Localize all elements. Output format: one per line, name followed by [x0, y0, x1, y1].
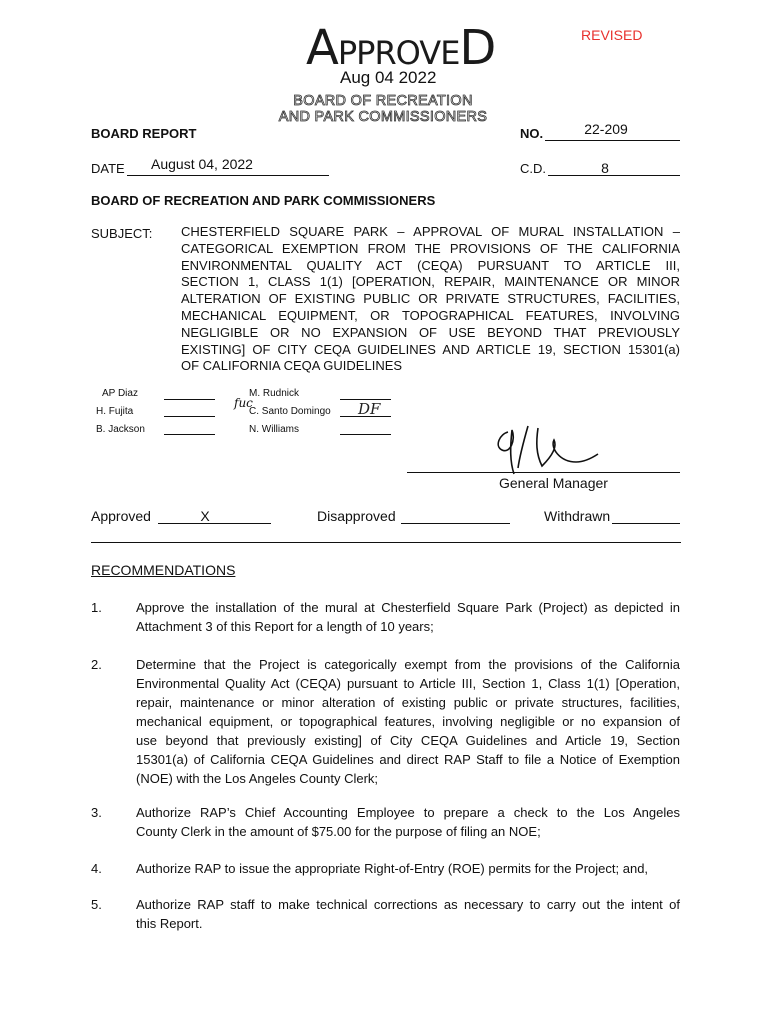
commissioner-name: M. Rudnick	[249, 388, 300, 399]
recommendation-item	[136, 895, 680, 933]
subject-line: CHESTERFIELD SQUARE PARK – APPROVAL OF MURAL INSTALLATION –	[181, 224, 680, 239]
cd-value: 8	[601, 160, 609, 176]
subject-line: SECTION 1, CLASS 1(1) [OPERATION, REPAIR, MAINTENANCE OR MINOR	[181, 274, 680, 290]
recommendation-line: Attachment 3 of this Report for a length of 10 years;	[136, 619, 434, 634]
general-manager-title: General Manager	[499, 475, 608, 491]
recommendation-line: Authorize RAP staff to make technical corrections as necessary to carry out the intent of	[136, 897, 680, 912]
commissioner-name: C. Santo Domingo	[249, 406, 331, 417]
report-number-value: 22-209	[584, 121, 628, 137]
recommendation-line: (NOE) with the Los Angeles County Clerk;	[136, 771, 379, 786]
subject-line: CATEGORICAL EXEMPTION FROM THE PROVISIONS OF THE CALIFORNIA	[181, 240, 680, 256]
subject-line: NEGLIGIBLE OR NO EXPANSION OF USE BEYOND THAT PREVIOUSLY	[181, 324, 680, 340]
recommendation-line: mechanical equipment, or topographical features, involving negligible or no expansion of	[136, 714, 680, 729]
approved-mark: X	[200, 508, 210, 524]
recommendation-number: 4.	[91, 861, 102, 876]
subject-line: MECHANICAL EQUIPMENT, OR TOPOGRAPHICAL FEATURES, INVOLVING	[181, 307, 680, 323]
stamp-board-name	[260, 93, 506, 125]
recommendation-line: 15301(a) of California CEQA Guidelines and direct RAP Staff to file a Notice of Exemption	[136, 752, 680, 767]
recommendation-item	[136, 859, 680, 878]
commissioner-initial-line	[340, 434, 391, 435]
stamp-board-line1: BOARD OF RECREATION	[293, 93, 473, 109]
revised-label: REVISED	[581, 27, 643, 43]
recommendation-line: County Clerk in the amount of $75.00 for the purpose of filing an NOE;	[136, 824, 541, 839]
date-line	[127, 175, 329, 176]
commissioner-initial-line	[164, 416, 215, 417]
commissioner-name: H. Fujita	[96, 406, 134, 417]
recommendation-line: Determine that the Project is categorically exempt from the provisions of the California	[136, 657, 680, 672]
commissioner-name: AP Diaz	[102, 388, 138, 399]
subject-label: SUBJECT:	[91, 226, 153, 241]
recommendations-heading: RECOMMENDATIONS	[91, 562, 236, 578]
recommendation-line: use beyond that previously existing] of City CEQA Guidelines and Article 19, Section	[136, 733, 680, 748]
subject-line: ENVIRONMENTAL QUALITY ACT (CEQA) PURSUANT TO ARTICLE III,	[181, 257, 680, 273]
date-label: DATE	[91, 161, 125, 176]
commissioner-name: N. Williams	[249, 424, 299, 435]
board-report-label: BOARD REPORT	[91, 126, 197, 141]
stamp-date: Aug 04 2022	[340, 68, 437, 87]
recommendation-line: Approve the installation of the mural at Chesterfield Square Park (Project) as depicted in	[136, 600, 680, 615]
recommendation-number: 2.	[91, 657, 102, 672]
subject-line: OF CALIFORNIA CEQA GUIDELINES	[181, 358, 403, 374]
board-title: BOARD OF RECREATION AND PARK COMMISSIONERS	[91, 193, 436, 208]
recommendation-item	[136, 655, 680, 788]
commissioner-initial-line	[164, 399, 215, 400]
handwritten-initials: DF	[358, 400, 381, 418]
recommendation-line: Authorize RAP’s Chief Accounting Employee to prepare a check to the Los Angeles	[136, 805, 680, 820]
recommendation-number: 5.	[91, 897, 102, 912]
stamp-board-line2: AND PARK COMMISSIONERS	[278, 109, 488, 125]
recommendation-number: 3.	[91, 805, 102, 820]
recommendation-line: this Report.	[136, 916, 203, 931]
commissioner-initial-line	[164, 434, 215, 435]
approved-label: Approved	[91, 508, 151, 524]
subject-line: ALTERATION OF EXISTING PUBLIC OR PRIVATE STRUCTURES, FACILITIES,	[181, 291, 680, 307]
disapproved-line	[401, 523, 510, 524]
withdrawn-label: Withdrawn	[544, 508, 611, 524]
report-number-label: NO.	[520, 126, 544, 141]
subject-line: EXISTING] OF CITY CEQA GUIDELINES AND ARTICLE 19, SECTION 15301(a)	[181, 341, 680, 357]
report-number-line	[545, 140, 680, 141]
disapproved-label: Disapproved	[317, 508, 396, 524]
general-manager-signature	[480, 418, 610, 478]
recommendation-line: repair, maintenance or minor alteration of existing public or private structures, facilities,	[136, 695, 680, 710]
date-value: August 04, 2022	[151, 156, 253, 172]
section-divider	[91, 542, 681, 543]
recommendation-item	[136, 803, 680, 841]
subject-text	[181, 224, 680, 375]
approved-stamp-text: APPROVED	[306, 20, 496, 76]
recommendation-line: Authorize RAP to issue the appropriate Right-of-Entry (ROE) permits for the Project; and,	[136, 861, 649, 876]
handwritten-initials-prefix: fuc	[234, 396, 253, 410]
commissioner-name: B. Jackson	[96, 424, 145, 435]
recommendation-line: Environmental Quality Act (CEQA) pursuant to Article III, Section 1, Class 1(1) [Operation,	[136, 676, 680, 691]
recommendation-number: 1.	[91, 600, 102, 615]
withdrawn-line	[612, 523, 680, 524]
signature-line	[407, 472, 680, 473]
cd-label: C.D.	[520, 161, 546, 176]
recommendation-item	[136, 598, 680, 636]
